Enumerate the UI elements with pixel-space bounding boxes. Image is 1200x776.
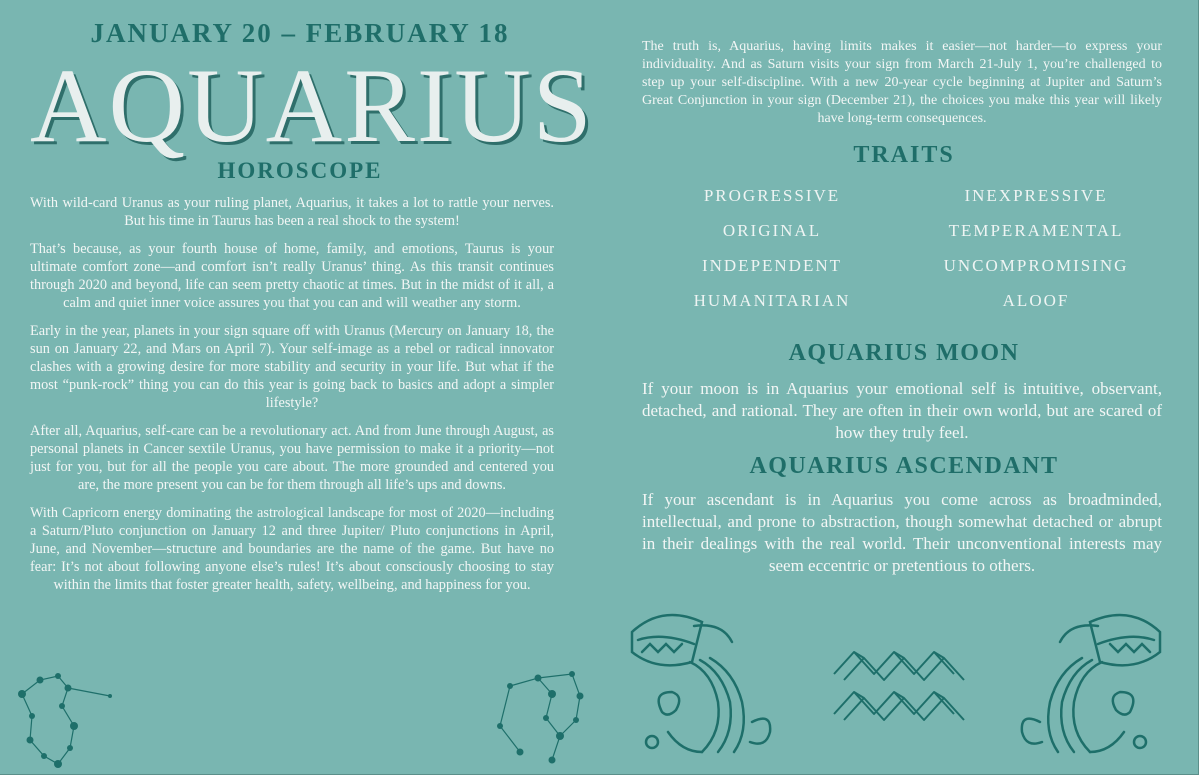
trait: TEMPERAMENTAL bbox=[948, 221, 1124, 240]
paragraph: After all, Aquarius, self-care can be a revolutionary act. And from June through August, as personal planets in Cancer sextile Uranus, you have permission to make it a priority—not just for you, but for all the people you care about. The more grounded and centered you are, the more present you can be for them through all life’s ups and downs. bbox=[30, 423, 554, 493]
trait: INEXPRESSIVE bbox=[964, 186, 1108, 205]
water-bearer-icon bbox=[1010, 602, 1170, 762]
trait: ALOOF bbox=[1002, 291, 1070, 310]
trait: ORIGINAL bbox=[722, 221, 822, 240]
paragraph: Early in the year, planets in your sign square off with Uranus (Mercury on January 18, the sun on January 22, and Mars on April 7). Your self-image as a rebel or radical innovator clashes with a growing desire for more stability and security in your life. But what if the most “punk-rock” thing you can do this year is going back to basics and adopt a simpler lifestyle? bbox=[30, 323, 554, 411]
aquarius-glyph-icon bbox=[828, 640, 978, 730]
trait: UNCOMPROMISING bbox=[943, 256, 1129, 275]
constellation-icon bbox=[490, 666, 600, 775]
trait: PROGRESSIVE bbox=[703, 186, 841, 205]
intro-paragraph: The truth is, Aquarius, having limits makes it easier—not harder—to express your individuality. And as Saturn visits your sign from March 21-July 1, you’re challenged to step up your self-discipline. With a new 20-year cycle beginning at Jupiter and Saturn’s Great Conjunction in your sign (December 21), the choices you make this year will likely have long-term consequences. bbox=[642, 39, 1162, 126]
ascendant-text: If your ascendant is in Aquarius you come across as broadminded, intellectual, and prone to abstraction, though somewhat detached or abrupt in their dealings with the real world. Their unconventional interests may seem eccentric or pretentious to others. bbox=[642, 490, 1162, 575]
water-bearer-icon bbox=[622, 602, 782, 762]
ascendant-heading: AQUARIUS ASCENDANT bbox=[749, 453, 1059, 479]
moon-heading: AQUARIUS MOON bbox=[788, 340, 1020, 366]
constellation-icon bbox=[10, 666, 120, 775]
paragraph: With wild-card Uranus as your ruling planet, Aquarius, it takes a lot to rattle your nerves. But his time in Taurus has been a real shock to the system! bbox=[30, 195, 554, 229]
traits-heading: TRAITS bbox=[853, 142, 955, 168]
paragraph: That’s because, as your fourth house of home, family, and emotions, Taurus is your ultimate comfort zone—and comfort isn’t really Uranus’ thing. As this transit continues through 2020 and beyond, life can seem pretty chaotic at times. But in the midst of it all, a calm and quiet inner voice assures you that you can and will weather any storm. bbox=[30, 241, 554, 311]
trait: HUMANITARIAN bbox=[693, 291, 851, 310]
sign-title: AQUARIUS bbox=[30, 47, 594, 164]
paragraph: With Capricorn energy dominating the astrological landscape for most of 2020—including a Saturn/Pluto conjunction on January 12 and three Jupiter/ Pluto conjunctions in April, June, and November—structure and boundaries are the name of the game. But have no fear: It’s not about following anyone else’s rules! It’s about consciously choosing to stay within the limits that foster greater health, safety, wellbeing, and happiness for you. bbox=[30, 505, 554, 593]
trait: INDEPENDENT bbox=[701, 256, 843, 275]
horoscope-body bbox=[30, 194, 554, 604]
moon-text: If your moon is in Aquarius your emotional self is intuitive, observant, detached, and rational. They are often in their own world, but are scared of how they truly feel. bbox=[642, 379, 1162, 442]
subtitle: HOROSCOPE bbox=[217, 158, 383, 183]
date-range: JANUARY 20 – FEBRUARY 18 bbox=[90, 18, 510, 48]
